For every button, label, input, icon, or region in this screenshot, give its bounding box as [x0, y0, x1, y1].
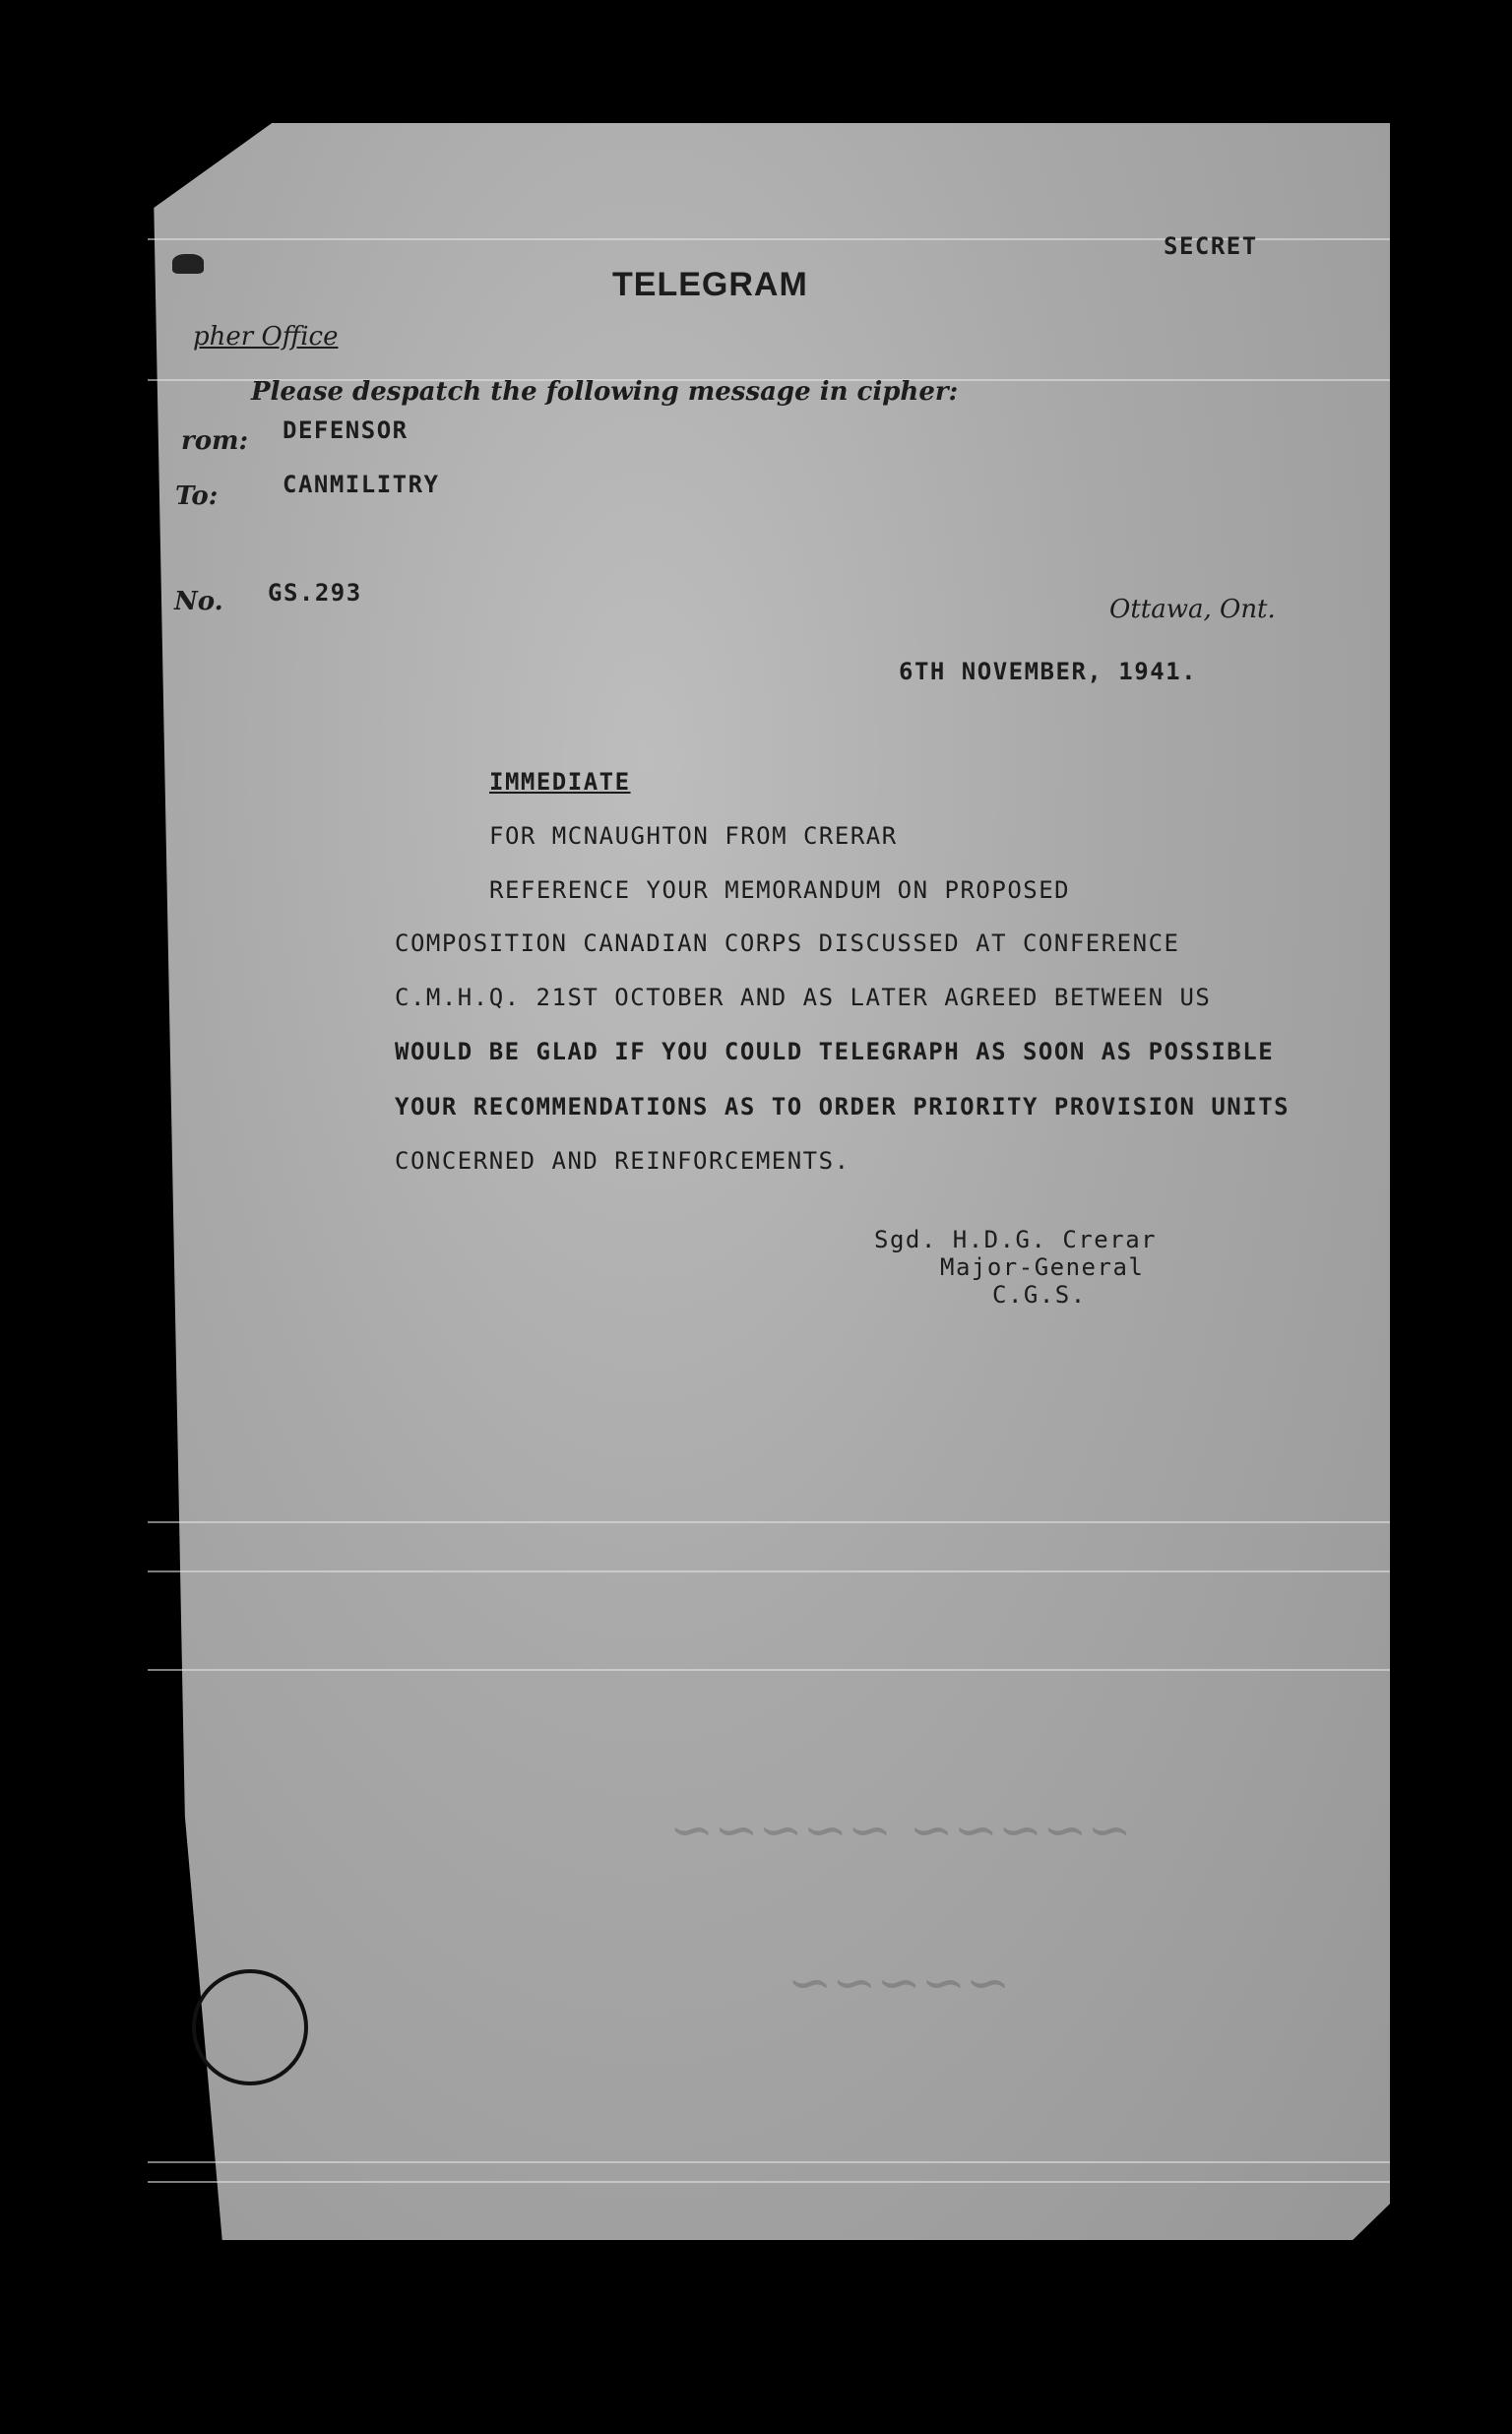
- rule-line: [148, 1521, 1390, 1523]
- circle-stamp-icon: [192, 1969, 308, 2085]
- document-title: TELEGRAM: [612, 266, 808, 303]
- date-text: 6TH NOVEMBER, 1941.: [899, 658, 1198, 685]
- punch-hole-icon: [172, 254, 204, 274]
- to-value: CANMILITRY: [283, 471, 440, 498]
- number-value: GS.293: [268, 579, 362, 607]
- routing-line: FOR MCNAUGHTON FROM CRERAR: [489, 822, 898, 850]
- place-text: Ottawa, Ont.: [1109, 595, 1276, 624]
- from-label: rom:: [181, 426, 249, 456]
- body-line: YOUR RECOMMENDATIONS AS TO ORDER PRIORITY PROVISION UNITS: [395, 1093, 1291, 1121]
- faint-stamp-impression: ~~~~~ ~~~~~: [669, 1802, 1132, 1864]
- body-line: REFERENCE YOUR MEMORANDUM ON PROPOSED: [489, 876, 1071, 904]
- rule-line: [148, 1669, 1390, 1671]
- signature-name: Sgd. H.D.G. Crerar: [874, 1226, 1158, 1253]
- body-line: COMPOSITION CANADIAN CORPS DISCUSSED AT CONFERENCE: [395, 929, 1180, 957]
- to-label: To:: [175, 481, 219, 511]
- signature-title: C.G.S.: [992, 1281, 1087, 1309]
- signature-rank: Major-General: [940, 1253, 1145, 1281]
- body-line: C.M.H.Q. 21ST OCTOBER AND AS LATER AGREED BETWEEN US: [395, 984, 1212, 1011]
- from-value: DEFENSOR: [283, 416, 409, 444]
- office-label: pher Office: [193, 322, 339, 352]
- number-label: No.: [174, 587, 223, 616]
- classification-label: SECRET: [1164, 232, 1258, 260]
- priority-label: IMMEDIATE: [489, 768, 631, 796]
- rule-line: [148, 2181, 1390, 2183]
- body-line: WOULD BE GLAD IF YOU COULD TELEGRAPH AS SOON AS POSSIBLE: [395, 1038, 1275, 1065]
- body-line: CONCERNED AND REINFORCEMENTS.: [395, 1147, 850, 1175]
- rule-line: [148, 2161, 1390, 2163]
- faint-stamp-impression: ~~~~~: [788, 1954, 1011, 2017]
- rule-line: [148, 1570, 1390, 1572]
- instruction-text: Please despatch the following message in cipher:: [251, 377, 959, 407]
